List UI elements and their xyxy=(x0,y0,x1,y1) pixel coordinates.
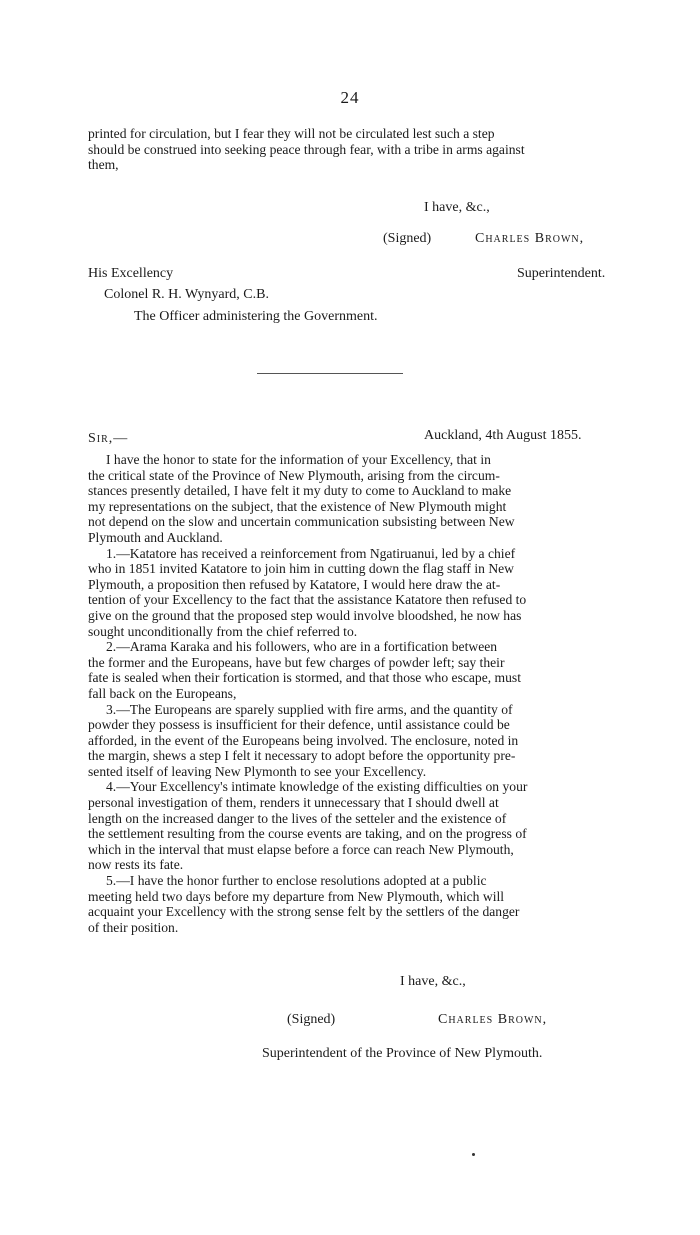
text-line: sought unconditionally from the chief referred to. xyxy=(88,623,358,639)
text-line: tention of your Excellency to the fact that the assistance Katatore then refused to xyxy=(88,592,527,608)
intro-paragraph xyxy=(88,452,628,546)
text-line: the critical state of the Province of New Plymouth, arising from the circum- xyxy=(88,467,500,483)
text-line: 5.—I have the honor further to enclose resolutions adopted at a public xyxy=(106,873,487,889)
addressee-line: Colonel R. H. Wynyard, C.B. xyxy=(104,287,269,302)
text-line: the margin, shews a step I felt it necessary to adopt before the opportunity pre- xyxy=(88,748,516,764)
text-line: powder they possess is insufficient for their defence, until assistance could be xyxy=(88,717,510,733)
text-line: the former and the Europeans, have but few charges of powder left; say their xyxy=(88,654,505,670)
addressee-line: The Officer administering the Government. xyxy=(134,309,378,324)
text-line: personal investigation of them, renders it unnecessary that I should dwell at xyxy=(88,795,499,811)
text-line: Plymouth, a proposition then refused by Katatore, I would here draw the at- xyxy=(88,576,501,592)
text-line: the settlement resulting from the course events are taking, and on the progress of xyxy=(88,826,527,842)
text-line: of their position. xyxy=(88,919,179,935)
section-divider xyxy=(257,373,403,374)
text-line: acquaint your Excellency with the strong sense felt by the settlers of the danger xyxy=(88,904,520,920)
point-2-paragraph xyxy=(88,639,628,701)
text-line: fate is sealed when their fortication is stormed, and that those who escape, must xyxy=(88,670,521,686)
letter2-signatory-title: Superintendent of the Province of New Plymouth. xyxy=(262,1046,543,1061)
text-line: which in the interval that must elapse before a force can reach New Plymouth, xyxy=(88,841,514,857)
letter2-salutation: Sir,— xyxy=(88,431,129,446)
text-line: fall back on the Europeans, xyxy=(88,685,237,701)
text-line: Plymouth and Auckland. xyxy=(88,529,223,545)
addressee-line: His Excellency xyxy=(88,266,174,281)
ink-speck xyxy=(472,1153,475,1156)
point-1-paragraph xyxy=(88,546,628,640)
letter2-place-date: Auckland, 4th August 1855. xyxy=(424,428,582,443)
letter2-salutation-close: I have, &c., xyxy=(400,974,466,989)
letter2-body xyxy=(88,452,628,935)
point-3-paragraph xyxy=(88,702,628,780)
text-line: stances presently detailed, I have felt it my duty to come to Auckland to make xyxy=(88,483,512,499)
text-line: afforded, in the event of the Europeans being involved. The enclosure, noted in xyxy=(88,732,519,748)
text-line: my representations on the subject, that the existence of New Plymouth might xyxy=(88,498,507,514)
letter2-signatory: Charles Brown, xyxy=(438,1012,548,1027)
text-line: length on the increased danger to the lives of the setteler and the existence of xyxy=(88,810,507,826)
text-line: 2.—Arama Karaka and his followers, who are in a fortification between xyxy=(106,639,498,655)
text-line: meeting held two days before my departure from New Plymouth, which will xyxy=(88,888,505,904)
letter1-signatory-title: Superintendent. xyxy=(517,266,606,281)
text-line: give on the ground that the proposed step would involve bloodshed, he now has xyxy=(88,607,522,623)
point-5-paragraph xyxy=(88,873,628,935)
text-line: sented itself of leaving New Plymonth to see your Excellency. xyxy=(88,763,427,779)
letter1-signatory: Charles Brown, xyxy=(475,231,585,246)
text-line: now rests its fate. xyxy=(88,857,184,873)
text-line: them, xyxy=(88,157,119,173)
letter2-signed-label: (Signed) xyxy=(287,1012,336,1027)
text-line: printed for circulation, but I fear they will not be circulated lest such a step xyxy=(88,126,495,141)
text-line: who in 1851 invited Katatore to join him in cutting down the flag staff in New xyxy=(88,561,514,577)
text-line: 4.—Your Excellency's intimate knowledge of the existing difficulties on your xyxy=(106,779,528,795)
text-line: I have the honor to state for the information of your Excellency, that in xyxy=(106,452,491,467)
text-line: 3.—The Europeans are sparely supplied with fire arms, and the quantity of xyxy=(106,701,513,717)
letter1-closing-paragraph xyxy=(88,126,628,173)
page-number: 24 xyxy=(340,88,360,107)
text-line: should be construed into seeking peace through fear, with a tribe in arms against xyxy=(88,141,525,157)
text-line: 1.—Katatore has received a reinforcement from Ngatiruanui, led by a chief xyxy=(106,545,516,561)
text-line: not depend on the slow and uncertain communication subsisting between New xyxy=(88,514,515,530)
point-4-paragraph xyxy=(88,779,628,873)
letter1-signed-label: (Signed) xyxy=(383,231,432,246)
letter1-salutation-close: I have, &c., xyxy=(424,200,490,215)
